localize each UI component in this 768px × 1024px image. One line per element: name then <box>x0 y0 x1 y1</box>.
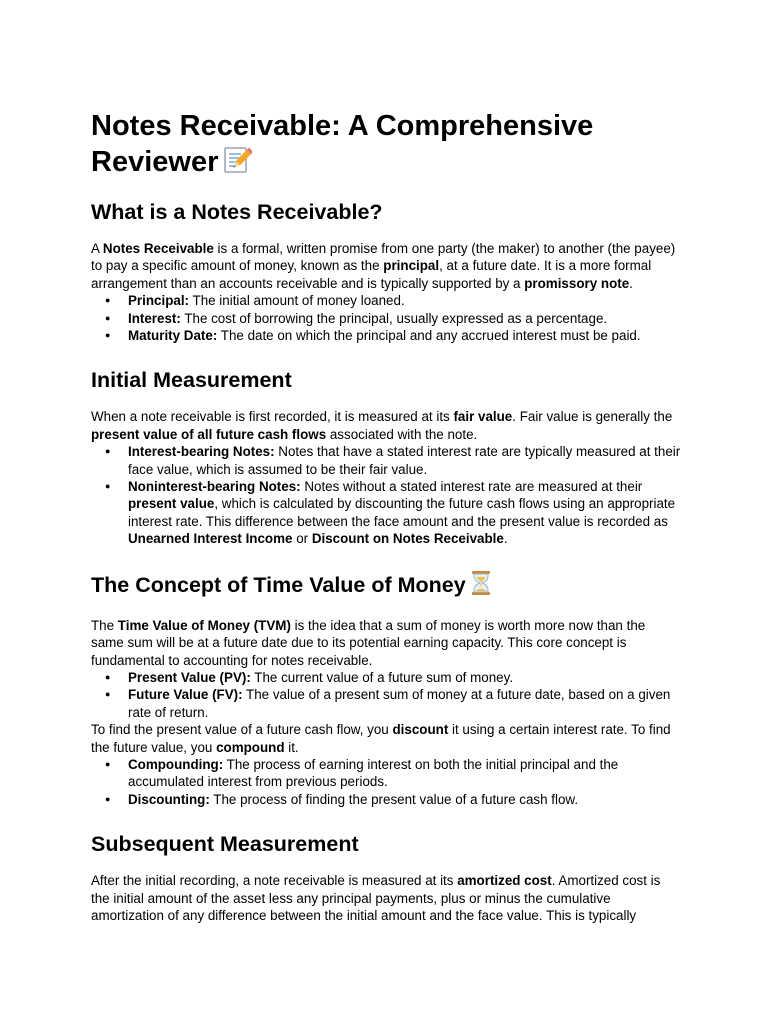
list-item: ● Maturity Date: The date on which the principal and any accrued interest must be paid. <box>91 327 681 344</box>
document-body <box>91 108 681 924</box>
subsequent-paragraph: After the initial recording, a note receivable is measured at its amortized cost. Amortized cost is the initial amount of the asset less any principal payments, plus or minus the cumulative amortization of any difference between the initial amount and the face value. This is typically <box>91 873 661 923</box>
section-heading-tvm: The Concept of Time Value of Money <box>91 570 681 603</box>
list-item: ● Interest: The cost of borrowing the principal, usually expressed as a percentage. <box>91 310 681 327</box>
list-item: ● Discounting: The process of finding the present value of a future cash flow. <box>91 791 681 808</box>
tvm-paragraph-2: To find the present value of a future cash flow, you discount it using a certain interest rate. To find the future value, you compound it. <box>91 722 671 755</box>
section-heading-initial: Initial Measurement <box>91 368 292 393</box>
what-list <box>91 292 681 344</box>
initial-paragraph: When a note receivable is first recorded, it is measured at its fair value. Fair value is generally the present value of all future cash flows associated with the note. <box>91 409 673 442</box>
list-item: ● Principal: The initial amount of money loaned. <box>91 292 681 309</box>
list-item: ● Future Value (FV): The value of a present sum of money at a future date, based on a given rate of return. <box>91 686 681 721</box>
list-item: ● Compounding: The process of earning interest on both the initial principal and the accumulated interest from previous periods. <box>91 756 681 791</box>
what-paragraph: A Notes Receivable is a formal, written promise from one party (the maker) to another (the payee) to pay a specific amount of money, known as the principal, at a future date. It is a more formal arrangement than an accounts receivable and is typically supported by a promissory note. <box>91 241 676 291</box>
tvm-paragraph-1: The Time Value of Money (TVM) is the idea that a sum of money is worth more now than the same sum will be at a future date due to its potential earning capacity. This core concept is fundamental to accounting for notes receivable. <box>91 617 646 668</box>
list-item: ● Noninterest-bearing Notes: Notes without a stated interest rate are measured at their present value, which is calculated by discounting the future cash flows using an appropriate interest rate. This difference between the face amount and the present value is recorded as Unearned Interest Income or Discount on Notes Receivable. <box>91 478 681 548</box>
section-heading-what: What is a Notes Receivable? <box>91 200 383 224</box>
page-title: Notes Receivable: A Comprehensive Reviewer <box>91 108 681 184</box>
memo-pencil-icon <box>222 145 252 184</box>
list-item: ● Present Value (PV): The current value of a future sum of money. <box>91 669 681 686</box>
tvm-list-2 <box>91 756 681 808</box>
hourglass-icon <box>470 570 492 603</box>
tvm-list-1 <box>91 669 681 721</box>
initial-list <box>91 443 681 547</box>
list-item: ● Interest-bearing Notes: Notes that have a stated interest rate are typically measured at their face value, which is assumed to be their fair value. <box>91 443 681 478</box>
section-heading-subsequent: Subsequent Measurement <box>91 832 359 857</box>
